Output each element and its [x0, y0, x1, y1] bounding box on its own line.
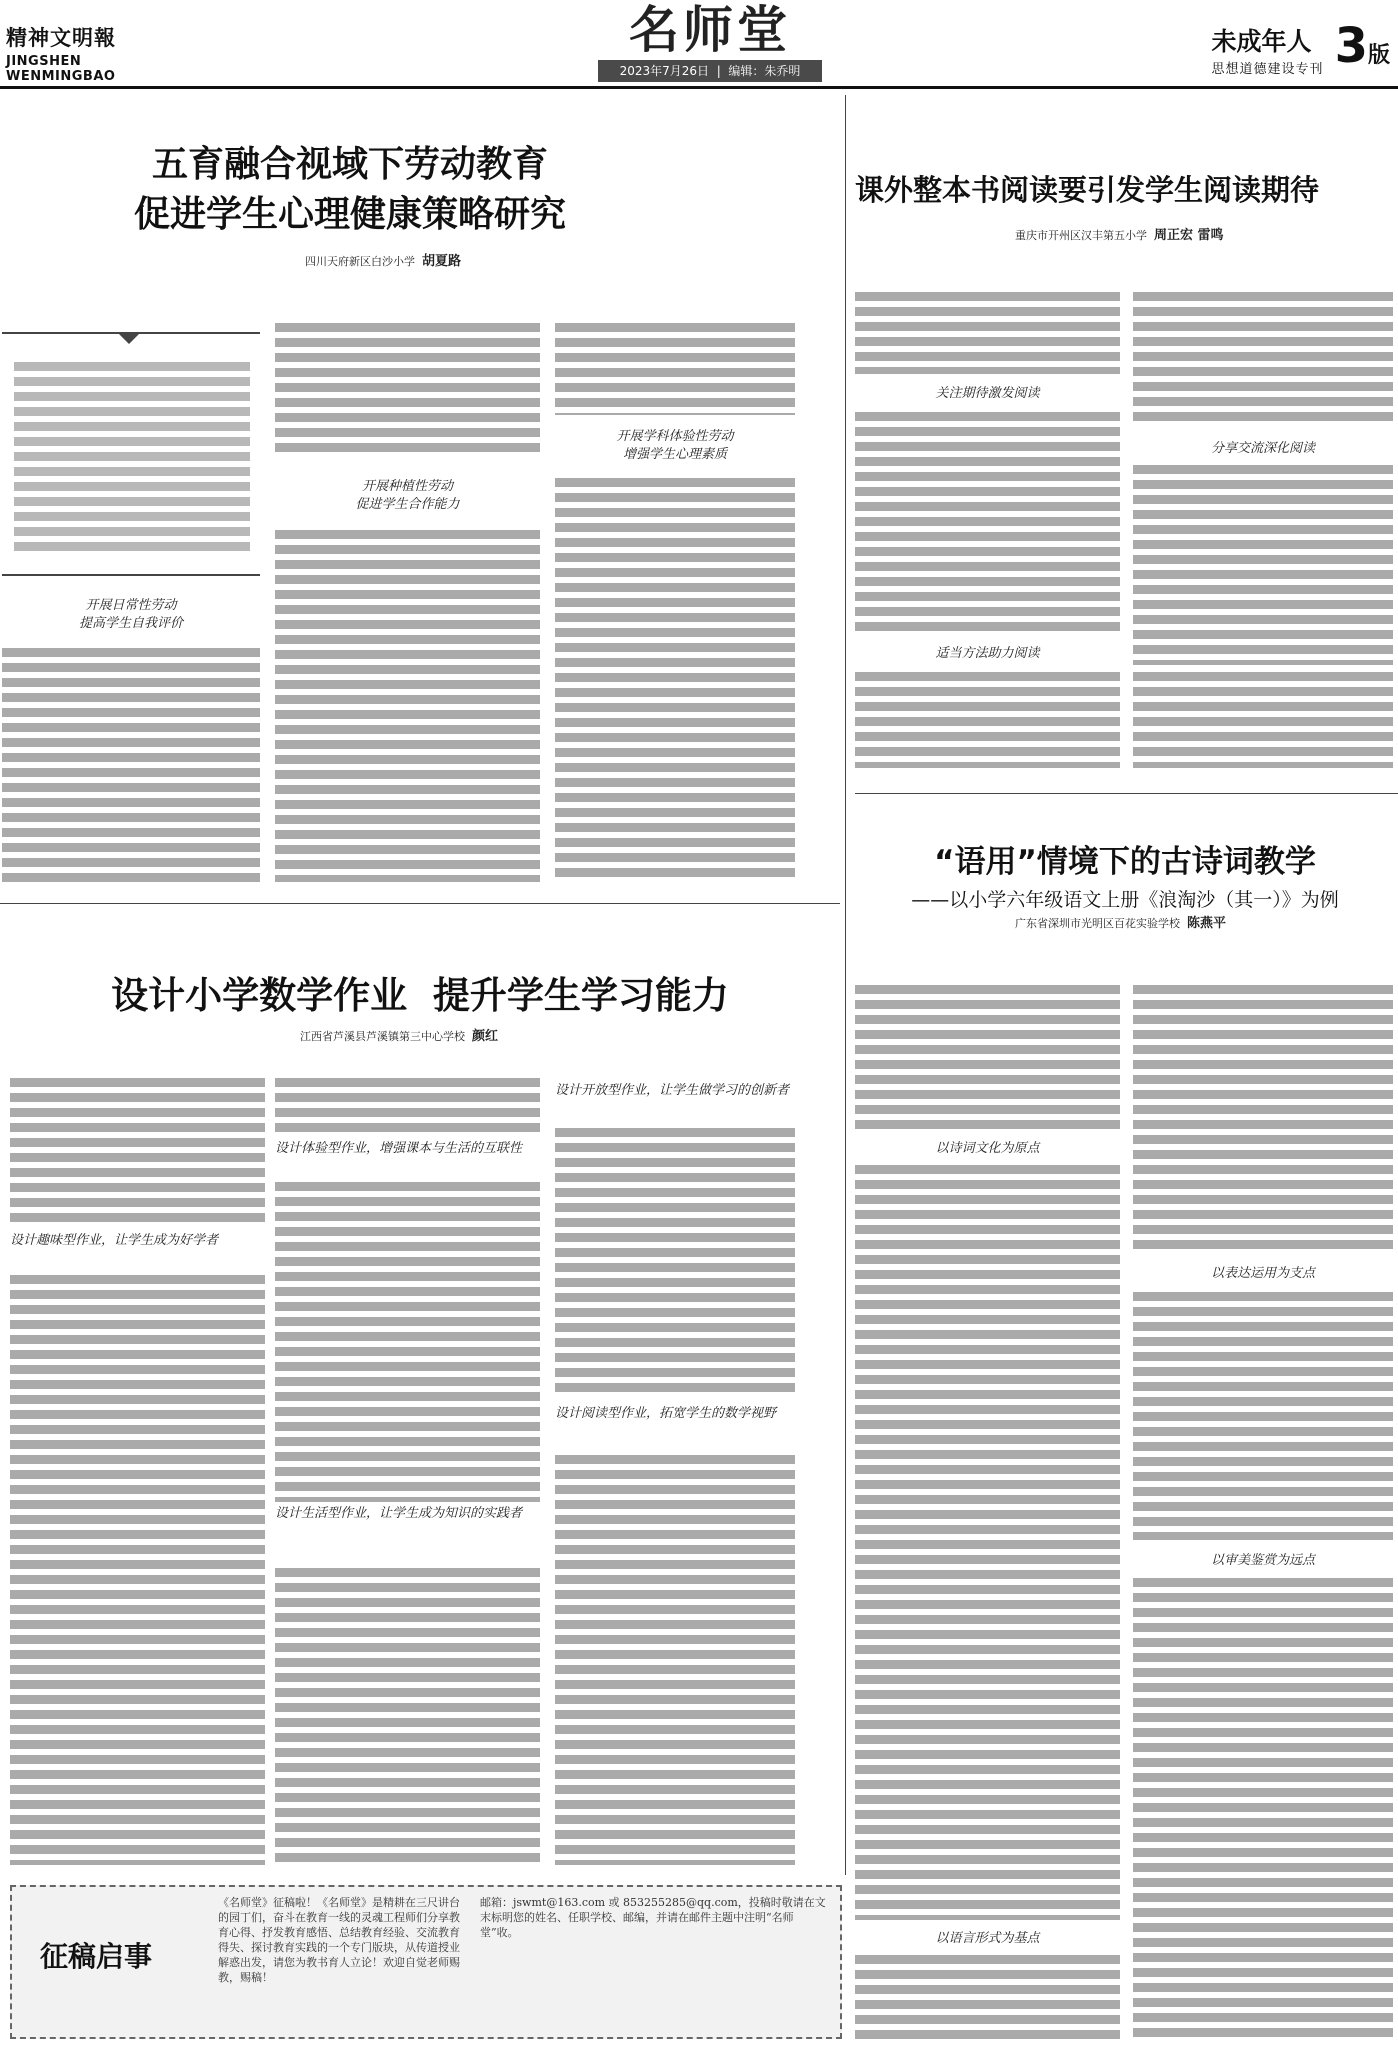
article2-col2-text-b — [1133, 465, 1393, 665]
article1-byline — [305, 250, 605, 269]
article2-heading-3: 分享交流深化阅读 — [1210, 441, 1315, 456]
article4-byline — [1015, 912, 1375, 931]
article4-col1-text-c — [855, 1955, 1120, 2040]
section-subtitle: 思想道德建设专刊 — [1211, 62, 1324, 77]
article1-heading-1: 开展日常性劳动 提高学生自我评价 — [78, 598, 183, 631]
article1-org: 四川天府新区白沙小学 — [305, 255, 415, 268]
article-divider — [0, 903, 840, 904]
article3-author: 颜红 — [472, 1029, 499, 1044]
abstract-arrow-icon — [117, 332, 141, 344]
article4-col2-text-b — [1133, 1292, 1393, 1540]
masthead-rule — [0, 86, 1398, 89]
article3-col2-text-a — [275, 1078, 540, 1133]
article1-col3-text-b — [555, 478, 795, 883]
section-header — [1170, 18, 1390, 77]
article4-title: “语用”情境下的古诗词教学 — [934, 844, 1316, 880]
article1-heading-2: 开展种植性劳动 促进学生合作能力 — [355, 479, 460, 512]
article3-heading-5: 设计阅读型作业，拓宽学生的数学视野 — [555, 1406, 777, 1421]
article1-col2-text-b — [275, 530, 540, 882]
article2-col2-text-c — [1133, 672, 1393, 768]
article2-col1-text-a — [855, 292, 1120, 374]
article2-title: 课外整本书阅读要引发学生阅读期待 — [855, 173, 1320, 207]
article4-heading-3: 以审美鉴赏为远点 — [1210, 1553, 1315, 1568]
page-number: 3 — [1334, 18, 1368, 74]
paper-name-cn: 精神文明報 — [6, 25, 116, 50]
page-unit: 版 — [1367, 43, 1390, 68]
article1-col2-text-a — [275, 323, 540, 453]
article4-heading-4: 以语言形式为基点 — [935, 1931, 1040, 1946]
article2-author: 周正宏 雷鸣 — [1154, 228, 1224, 243]
article-divider-right — [855, 793, 1398, 794]
column-divider — [845, 95, 846, 1875]
article2-heading-2: 适当方法助力阅读 — [935, 646, 1040, 661]
article4-author: 陈燕平 — [1187, 916, 1227, 931]
article1-author: 胡夏路 — [422, 254, 462, 269]
article2-col1-text-b — [855, 412, 1120, 634]
article1-title-line1: 五育融合视域下劳动教育 — [151, 144, 548, 185]
article1-col1-text — [2, 648, 260, 883]
article4-heading-2: 以表达运用为支点 — [1210, 1266, 1315, 1281]
article3-col3-text-a — [555, 1128, 795, 1398]
article4-col2-text-a — [1133, 985, 1393, 1250]
article2-heading-1: 关注期待激发阅读 — [935, 386, 1040, 401]
article2-byline — [1015, 224, 1375, 243]
article3-org: 江西省芦溪县芦溪镇第三中心学校 — [300, 1030, 465, 1043]
article3-col2-text-b — [275, 1182, 540, 1502]
article3-heading-4: 设计开放型作业，让学生做学习的创新者 — [555, 1083, 790, 1098]
paper-name-en: JINGSHEN WENMINGBAO — [6, 54, 116, 84]
article1-col3-text-a — [555, 323, 795, 415]
article1-title-line2: 促进学生心理健康策略研究 — [133, 194, 566, 235]
article4-col1-text-a — [855, 985, 1120, 1130]
article3-byline — [300, 1025, 620, 1044]
dateline: 2023年7月26日 | 编辑：朱乔明 — [598, 60, 822, 82]
article3-col2-text-c — [275, 1568, 540, 1865]
section-name: 未成年人 — [1211, 27, 1312, 56]
article4-col1-text-b — [855, 1165, 1120, 1920]
issue-date: 2023年7月26日 — [619, 64, 710, 78]
article3-title: 设计小学数学作业 提升学生学习能力 — [111, 974, 729, 1017]
article1-title — [70, 140, 630, 240]
article4-org: 广东省深圳市光明区百花实验学校 — [1015, 917, 1180, 930]
article2-col1-text-c — [855, 672, 1120, 768]
article3-col1-text-a — [10, 1078, 265, 1228]
editor-credit: 编辑：朱乔明 — [728, 64, 801, 78]
article1-abstract-bracket — [2, 332, 260, 576]
article2-org: 重庆市开州区汉丰第五小学 — [1015, 229, 1147, 242]
article4-subtitle: ——以小学六年级语文上册《浪淘沙（其一）》为例 — [911, 889, 1339, 911]
notice-contact: 邮箱：jswmt@163.com 或 853255285@qq.com，投稿时敬请在文末标明您的姓名、任职学校、邮编，并请在邮件主题中注明“名师堂”收。 — [480, 1896, 826, 1939]
article4-col2-text-c — [1133, 1578, 1393, 2040]
article4-heading-1: 以诗词文化为原点 — [935, 1141, 1040, 1156]
article3-heading-3: 设计生活型作业，让学生成为知识的实践者 — [275, 1506, 523, 1521]
notice-title: 征稿启事 — [40, 1940, 153, 1973]
article3-heading-2: 设计体验型作业，增强课本与生活的互联性 — [275, 1141, 523, 1156]
article3-col3-text-b — [555, 1455, 795, 1865]
article1-abstract — [14, 362, 250, 557]
paper-brand — [6, 22, 186, 84]
article2-col2-text-a — [1133, 292, 1393, 422]
column-title: 名师堂 — [629, 1, 791, 59]
article3-col1-text-b — [10, 1275, 265, 1865]
notice-text: 《名师堂》征稿啦！《名师堂》是精耕在三尺讲台的园丁们，奋斗在教育一线的灵魂工程师们分享教育心得、抒发教育感悟、总结教育经验、交流教育得失、探讨教育实践的一个专门版块，从传道授业解惑出发，请您为教书育人立论！欢迎自觉老师赐教，赐稿！ — [218, 1896, 460, 1984]
article3-heading-1: 设计趣味型作业，让学生成为好学者 — [10, 1233, 219, 1248]
article1-heading-3: 开展学科体验性劳动 增强学生心理素质 — [616, 429, 734, 462]
